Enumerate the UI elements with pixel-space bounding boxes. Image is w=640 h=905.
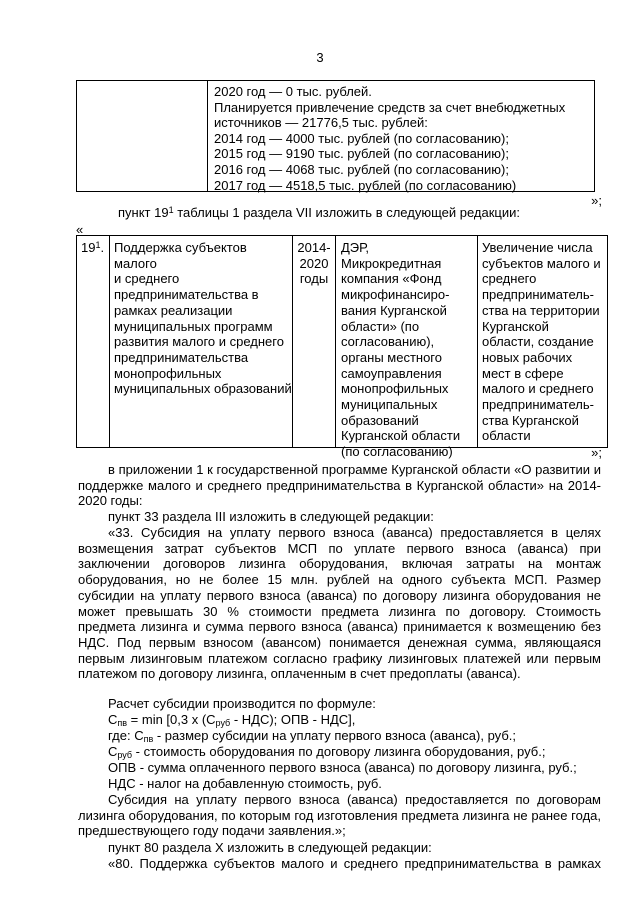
measure-line: предпринимательства в xyxy=(114,287,259,303)
measure-line: муниципальных программ xyxy=(114,318,273,334)
result-line: области xyxy=(482,428,531,444)
point33-paragraph: «33. Субсидия на уплату первого взноса (аванса) предоставляется в целях возмещения затрат субъектов МСП по уплате первого взноса (аванса) при заключении договоров лизинга оборудования, включая затраты на монтаж оборудования, но не более 15 млн. рублей на одного субъекта МСП. Размер субсидии на уплату первого взноса (аванса) по договору лизинга оборудования не может превышать 30 % стоимости предмета лизинга по договору. Стоимость предмета лизинга и сумма первого взноса (аванса) принимается к возмещению без НДС. Под первым взносом (авансом) понимается денежная сумма, являющаяся первым лизинговым платежом согласно графику лизинговых платежей или первым платежом по договору лизинга, оплаченным в счет предоплаты (аванса). xyxy=(78,525,601,682)
result-line: Курганской xyxy=(482,318,549,334)
opening-quote: « xyxy=(76,222,84,237)
intro-text: таблицы 1 раздела VII изложить в следующей редакции: xyxy=(173,205,520,220)
column-divider xyxy=(109,236,110,447)
result-line: предприниматель- xyxy=(482,287,594,303)
measure-line: рамках реализации xyxy=(114,302,233,318)
point80-paragraph: «80. Поддержка субъектов малого и среднего предпринимательства в рамках xyxy=(108,856,601,871)
result-line: малого и среднего xyxy=(482,381,594,397)
financing-line: 2017 год — 4518,5 тыс. рублей (по согласованию) xyxy=(214,177,517,193)
result-line: среднего xyxy=(482,271,537,287)
amendment-intro xyxy=(118,205,520,220)
measure-line: муниципальных образований xyxy=(114,381,292,397)
measure-line: предпринимательства xyxy=(114,349,249,365)
definition-text: - стоимость оборудования по договору лизинга оборудования, руб.; xyxy=(132,744,546,759)
executor-line: (по согласованию) xyxy=(341,444,453,460)
formula-text: = min [0,3 х (С xyxy=(127,712,216,727)
result-line: новых рабочих xyxy=(482,349,573,365)
executors-cell xyxy=(341,240,476,460)
formula-text: С xyxy=(108,712,118,727)
period-line: 2020 xyxy=(299,255,329,271)
period-cell xyxy=(293,240,335,287)
financing-line: 2020 год — 0 тыс. рублей. xyxy=(214,84,372,99)
measure-cell xyxy=(114,240,292,397)
row-number-dot: . xyxy=(100,240,105,255)
measure-line: монопрофильных xyxy=(114,365,222,381)
definition-text: - размер субсидии на уплату первого взноса (аванса), руб.; xyxy=(153,728,516,743)
definition-line xyxy=(108,728,601,744)
closing-quote: »; xyxy=(591,193,602,208)
formula-text: - НДС); ОПВ - НДС], xyxy=(230,712,356,727)
result-line: предприниматель- xyxy=(482,397,594,413)
point80-intro: пункт 80 раздела X изложить в следующей редакции: xyxy=(108,840,432,855)
financing-table xyxy=(76,80,595,192)
superscript: 1 xyxy=(168,205,174,215)
point33-intro: пункт 33 раздела III изложить в следующей редакции: xyxy=(108,509,434,524)
calc-intro: Расчет субсидии производится по формуле: xyxy=(108,696,376,711)
executor-line: микрофинансиро- xyxy=(341,287,450,303)
financing-line: 2016 год — 4068 тыс. рублей (по согласованию); xyxy=(214,161,509,177)
executor-line: вания Курганской xyxy=(341,302,447,318)
definition-text: С xyxy=(108,744,118,759)
row-number-text: 19 xyxy=(81,240,96,255)
subscript: руб xyxy=(215,718,231,728)
appendix-paragraph: в приложении 1 к государственной программе Курганской области «О развитии и поддержке малого и среднего предпринимательства в Курганской области» на 2014-2020 годы: xyxy=(78,462,601,509)
result-line: ства на территории xyxy=(482,302,600,318)
formula xyxy=(108,712,601,728)
result-line: области, создание xyxy=(482,334,594,350)
financing-cell xyxy=(214,84,592,193)
definition-text: где: С xyxy=(108,728,144,743)
measures-table xyxy=(76,235,608,460)
definition-line: ОПВ - сумма оплаченного первого взноса (аванса) по договору лизинга, руб.; xyxy=(108,760,577,775)
executor-line: области» (по xyxy=(341,318,420,334)
result-cell xyxy=(482,240,607,444)
closing-quote: »; xyxy=(591,445,602,460)
financing-line: 2014 год — 4000 тыс. рублей (по согласованию); xyxy=(214,130,509,146)
executor-line: Микрокредитная xyxy=(341,255,442,271)
executor-line: монопрофильных xyxy=(341,381,449,397)
column-divider xyxy=(335,236,336,447)
executor-line: ДЭР, xyxy=(341,240,369,255)
page-number: 3 xyxy=(316,50,324,65)
result-line: ства Курганской xyxy=(482,412,579,428)
definition-line: НДС - налог на добавленную стоимость, руб. xyxy=(108,776,382,791)
column-divider xyxy=(477,236,478,447)
superscript: 1 xyxy=(95,240,101,250)
period-line: 2014- xyxy=(297,240,331,255)
measure-line: развития малого и среднего xyxy=(114,334,284,350)
result-line: Увеличение числа xyxy=(482,240,593,255)
subscript: руб xyxy=(117,750,133,760)
financing-line: источников — 21776,5 тыс. рублей: xyxy=(214,115,428,131)
executor-line: Курганской области xyxy=(341,428,461,444)
measure-line: Поддержка субъектов малого xyxy=(114,240,247,271)
subscript: пв xyxy=(117,718,128,728)
executor-line: муниципальных xyxy=(341,397,438,413)
financing-line: 2015 год — 9190 тыс. рублей (по согласованию); xyxy=(214,146,509,162)
intro-text: пункт 19 xyxy=(118,205,169,220)
result-line: субъектов малого и xyxy=(482,255,601,271)
subsidy-paragraph: Субсидия на уплату первого взноса (аванса) предоставляется по договорам лизинга оборудования, по которым год изготовления предмета лизинга не ранее года, предшествующего году подачи заявления.»; xyxy=(78,792,601,839)
executor-line: образований xyxy=(341,412,419,428)
result-line: мест в сфере xyxy=(482,365,564,381)
financing-line: Планируется привлечение средств за счет внебюджетных xyxy=(214,99,566,115)
definition-line xyxy=(108,744,601,760)
table-divider xyxy=(207,81,208,191)
subscript: пв xyxy=(143,734,154,744)
executor-line: органы местного xyxy=(341,349,442,365)
executor-line: самоуправления xyxy=(341,365,442,381)
row-number xyxy=(81,240,107,256)
executor-line: компания «Фонд xyxy=(341,271,442,287)
measure-line: и среднего xyxy=(114,271,180,287)
period-line: годы xyxy=(299,271,329,287)
executor-line: согласованию), xyxy=(341,334,435,350)
